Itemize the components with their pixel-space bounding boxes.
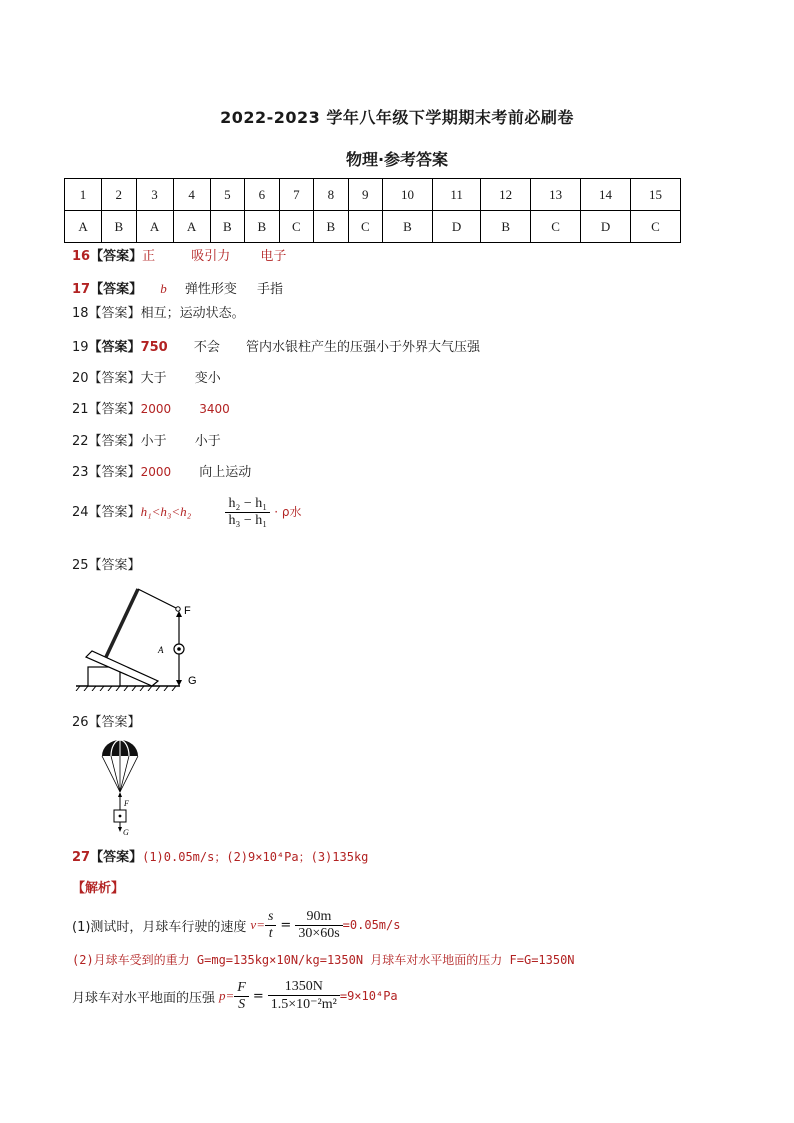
- q24-fraction: [225, 496, 270, 529]
- q24-fraction-numerator: h₂ − h₁: [225, 496, 270, 513]
- answer-label: 【答案】: [90, 282, 143, 297]
- table-cell-number: 9: [348, 179, 382, 211]
- q18-line: [72, 302, 245, 321]
- answer-label: 【答案】: [88, 505, 141, 520]
- answer-label: 【答案】: [88, 306, 141, 321]
- label-g: G: [188, 675, 197, 687]
- q27-line3-result: =9×10⁴Pa: [339, 989, 398, 1003]
- table-cell-number: 3: [136, 179, 173, 211]
- q19-answer-2: 不会: [193, 340, 220, 355]
- q20-number: 20: [72, 371, 89, 386]
- q20-answer-1: 大于: [140, 371, 167, 386]
- q24-answer-1: h₁<h₃<h₂: [140, 504, 192, 519]
- lever-rod: [106, 589, 138, 657]
- answer-label: 【答案】: [88, 340, 141, 355]
- parachute-lines: [102, 756, 138, 792]
- q26-number: 26: [72, 715, 89, 730]
- table-cell-number: 15: [630, 179, 680, 211]
- q27-number: 27: [72, 850, 91, 865]
- q18-number: 18: [72, 306, 89, 321]
- q22-number: 22: [72, 434, 89, 449]
- answer-table: [64, 178, 681, 243]
- table-cell-number: 12: [481, 179, 531, 211]
- table-cell-answer: B: [314, 211, 348, 243]
- table-cell-answer: B: [481, 211, 531, 243]
- page-subtitle: 物理·参考答案: [345, 150, 449, 169]
- q22-answer-2: 小于: [194, 434, 221, 449]
- table-cell-answer: A: [173, 211, 210, 243]
- q22-answer-1: 小于: [140, 434, 167, 449]
- table-cell-number: 4: [173, 179, 210, 211]
- table-cell-answer: B: [210, 211, 244, 243]
- table-cell-answer: C: [630, 211, 680, 243]
- q24-line: [72, 496, 302, 529]
- q23-answer-2: 向上运动: [199, 465, 252, 480]
- table-cell-number: 7: [279, 179, 313, 211]
- q16-answer-3: 电子: [260, 249, 287, 264]
- q21-answer-2: 3400: [199, 402, 230, 416]
- table-cell-number: 5: [210, 179, 244, 211]
- table-cell-answer: B: [102, 211, 136, 243]
- q17-answer-2: 弹性形变: [184, 282, 237, 297]
- label-f: F: [124, 799, 129, 808]
- q16-line: [72, 245, 286, 264]
- q21-number: 21: [72, 402, 89, 417]
- q16-answer-2: 吸引力: [191, 249, 231, 264]
- table-cell-number: 13: [531, 179, 581, 211]
- q23-line: [72, 461, 251, 480]
- q23-number: 23: [72, 465, 89, 480]
- table-cell-answer: B: [383, 211, 433, 243]
- answer-label: 【答案】: [90, 850, 143, 865]
- table-cell-answer: A: [65, 211, 102, 243]
- table-cell-number: 11: [432, 179, 480, 211]
- q25-number: 25: [72, 558, 89, 573]
- force-f-arrowhead: [176, 611, 182, 617]
- q26-line: [72, 711, 141, 730]
- q23-answer-1: 2000: [140, 465, 172, 479]
- q18-answer: 相互；运动状态。: [140, 306, 245, 321]
- q19-number: 19: [72, 340, 89, 355]
- table-cell-answer: B: [245, 211, 279, 243]
- table-cell-answer: C: [531, 211, 581, 243]
- q17-answer-3: 手指: [257, 282, 284, 297]
- table-cell-answer: C: [348, 211, 382, 243]
- force-g-arrowhead: [176, 680, 182, 686]
- answer-label: 【答案】: [90, 249, 143, 264]
- label-f: F: [184, 605, 191, 617]
- q16-answer-1: 正: [142, 249, 156, 264]
- answer-table-answer-row: [65, 211, 681, 243]
- q21-answer-1: 2000: [140, 402, 172, 416]
- answer-label: 【答案】: [88, 465, 141, 480]
- q17-line: [72, 278, 283, 297]
- q17-answer-1: b: [160, 281, 167, 296]
- q19-answer-1: 750: [140, 340, 168, 355]
- table-cell-answer: C: [279, 211, 313, 243]
- label-a: A: [158, 645, 164, 655]
- q24-suffix: · ρ水: [274, 505, 302, 519]
- table-cell-answer: D: [581, 211, 631, 243]
- q19-line: [72, 336, 480, 355]
- q27-line2: (2)月球车受到的重力 G=mg=135kg×10N/kg=1350N 月球车对水平地面的压力 F=G=1350N: [72, 953, 575, 967]
- table-cell-number: 1: [65, 179, 102, 211]
- q27-line3-frac1: $\frac{F}{S}$: [234, 980, 249, 1013]
- answer-label: 【答案】: [88, 434, 141, 449]
- q20-line: [72, 367, 221, 386]
- table-cell-number: 14: [581, 179, 631, 211]
- q16-number: 16: [72, 249, 91, 264]
- q27-analysis-line-3: 月球车对水平地面的压强 p= $\frac{F}{S}$ = $\frac{1350N}{\text{1.5×10⁻²m²}}$ =9×10⁴Pa: [72, 979, 398, 1012]
- q17-number: 17: [72, 282, 91, 297]
- rope: [138, 589, 178, 609]
- q27-line3-prefix: 月球车对水平地面的压强: [72, 990, 216, 1006]
- q25-line: [72, 554, 141, 573]
- q27-line1-prefix: (1)测试时，月球车行驶的速度: [72, 919, 247, 935]
- q27-line1-result: =0.05m/s: [342, 918, 401, 932]
- table-cell-number: 6: [245, 179, 279, 211]
- label-g: G: [123, 828, 129, 836]
- answer-label: 【答案】: [88, 371, 141, 386]
- q19-answer-3: 管内水银柱产生的压强小于外界大气压强: [246, 340, 481, 355]
- q22-line: [72, 430, 221, 449]
- q24-number: 24: [72, 505, 89, 520]
- answer-table-number-row: [65, 179, 681, 211]
- q27-line1-v: v=: [250, 917, 265, 932]
- answer-label: 【答案】: [88, 715, 141, 730]
- pulley-point: [176, 607, 180, 611]
- table-cell-answer: D: [432, 211, 480, 243]
- q27-line1-frac2: $\frac{90m}{30\times 60s}$: [295, 909, 342, 942]
- answer-label: 【答案】: [88, 402, 141, 417]
- table-cell-number: 2: [102, 179, 136, 211]
- analysis-label: 【解析】: [72, 881, 125, 896]
- table-cell-answer: A: [136, 211, 173, 243]
- q26-parachute-diagram: [98, 736, 144, 836]
- q27-analysis-line-1: (1)测试时，月球车行驶的速度 v= $\frac{s}{t}$ = $\frac{90m}{30\times 60s}$ =0.05m/s: [72, 908, 401, 941]
- q27-line3-frac2: $\frac{1350N}{\text{1.5×10⁻²m²}}$: [268, 979, 340, 1013]
- q25-lever-diagram: [72, 585, 212, 691]
- table-cell-number: 10: [383, 179, 433, 211]
- q27-line3-p: p=: [219, 988, 235, 1003]
- table-cell-number: 8: [314, 179, 348, 211]
- q21-line: [72, 398, 230, 417]
- q27-analysis-line-2: [72, 951, 575, 968]
- answer-label: 【答案】: [88, 558, 141, 573]
- q20-answer-2: 变小: [194, 371, 221, 386]
- q24-fraction-denominator: h₃ − h₁: [228, 513, 268, 528]
- q27-answer: (1)0.05m/s；(2)9×10⁴Pa；(3)135kg: [142, 850, 369, 864]
- q27-line: [72, 846, 368, 865]
- q27-line1-frac1: $\frac{s}{t}$: [265, 909, 276, 942]
- page-title: 2022-2023 学年八年级下学期期末考前必刷卷: [220, 108, 574, 127]
